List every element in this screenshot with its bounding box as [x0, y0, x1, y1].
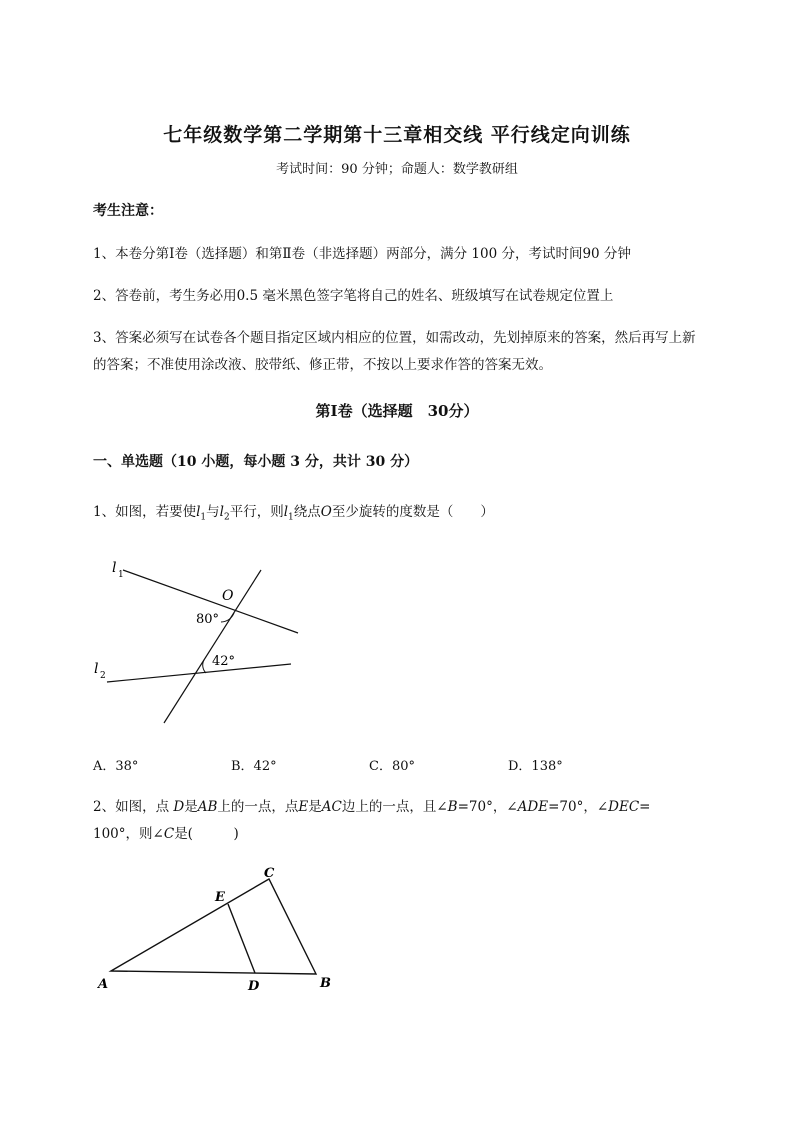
label-point-O: O [222, 588, 234, 604]
option-b[interactable]: B．42° [231, 759, 277, 774]
question-2: 2、如图，点 D是AB上的一点，点E是AC边上的一点，且∠B=70°，∠ADE=70°，∠DEC= [93, 799, 651, 815]
label-angle-42: 42° [212, 654, 236, 669]
label-point-E: E [215, 890, 225, 905]
notice-item-3: 3、答案必须写在试卷各个题目指定区域内相应的位置，如需改动，先划掉原来的答案，然后再写上新 [93, 330, 696, 346]
label-angle-80: 80° [196, 612, 220, 627]
part-heading: 一、单选题（10 小题，每小题 3 分，共计 30 分） [93, 454, 419, 470]
triangle-abc [111, 879, 316, 974]
label-l1: l [112, 560, 117, 576]
notice-item-2: 2、答卷前，考生务必用0.5 毫米黑色签字笔将自己的姓名、班级填写在试卷规定位置上 [93, 288, 614, 304]
label-point-D: D [248, 979, 260, 994]
notice-item-3-cont: 的答案；不准使用涂改液、胶带纸、修正带，不按以上要求作答的答案无效。 [93, 357, 552, 373]
label-point-A: A [98, 977, 109, 992]
question-1: 1、如图，若要使$l_1$与$l_2$平行，则$l_1$绕点O至少旋转的度数是（ ） [93, 504, 494, 523]
option-a[interactable]: A．38° [93, 759, 139, 774]
option-d[interactable]: D．138° [508, 759, 563, 774]
question-2-cont: 100°，则∠C是( ) [93, 826, 239, 842]
transversal-line [164, 570, 261, 723]
page-title: 七年级数学第二学期第十三章相交线 平行线定向训练 [163, 124, 631, 146]
angle-arc-80 [221, 613, 234, 622]
exam-info: 考试时间：90 分钟；命题人：数学教研组 [276, 162, 518, 177]
label-l2-sub: 2 [100, 671, 106, 681]
label-point-C: C [264, 866, 275, 881]
question-number: 1、 [93, 504, 116, 520]
question-number: 2、 [93, 799, 116, 815]
section-title: 第Ⅰ卷（选择题 30分） [315, 402, 479, 420]
angle-arc-42 [203, 660, 206, 673]
label-point-B: B [320, 976, 331, 991]
option-c[interactable]: C．80° [369, 759, 415, 774]
label-l2: l [94, 661, 99, 677]
label-l1-sub: 1 [118, 570, 124, 580]
notice-heading: 考生注意： [93, 203, 163, 219]
segment-de [228, 904, 255, 973]
notice-item-1: 1、本卷分第Ⅰ卷（选择题）和第Ⅱ卷（非选择题）两部分，满分 100 分，考试时间90 分钟 [93, 246, 631, 262]
